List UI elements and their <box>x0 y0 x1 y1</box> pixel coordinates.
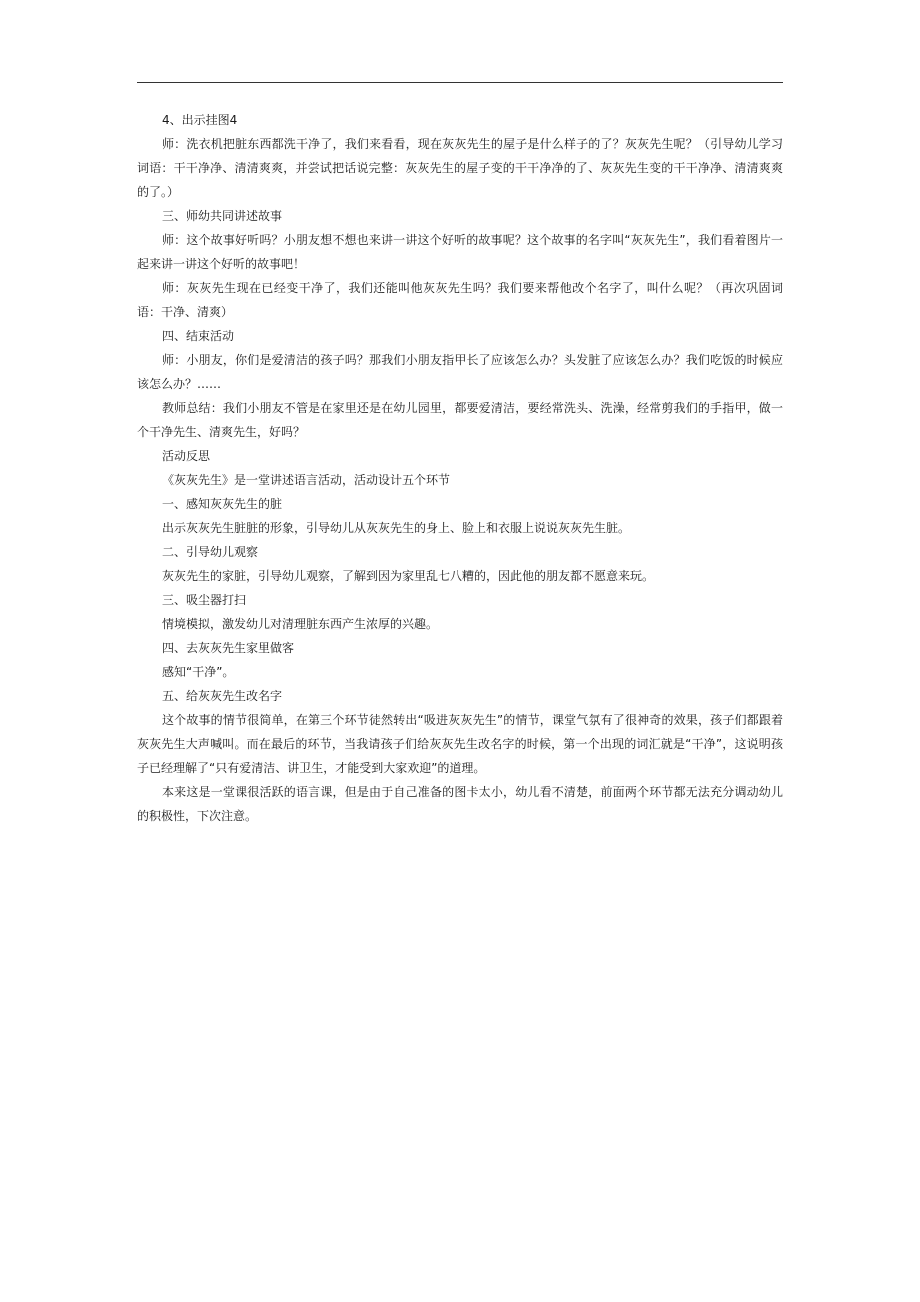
section-heading-retell: 三、师幼共同讲述故事 <box>162 209 283 223</box>
stage-1-heading: 一、感知灰灰先生的脏 <box>162 497 283 511</box>
teacher-line-story: 师：这个故事好听吗？小朋友想不想也来讲一讲这个好听的故事呢？这个故事的名字叫“灰灰先生”，我们看着图片一起来讲一讲这个好听的故事吧！ <box>137 233 783 271</box>
stage-1-text: 出示灰灰先生脏脏的形象，引导幼儿从灰灰先生的身上、脸上和衣服上说说灰灰先生脏。 <box>162 521 631 535</box>
teacher-line-washing-machine: 师：洗衣机把脏东西都洗干净了，我们来看看，现在灰灰先生的屋子是什么样子的了？灰灰先生呢？（引导幼儿学习词语：干干净净、清清爽爽，并尝试把话说完整：灰灰先生的屋子变的干干净净的了、灰灰先生变的干干净净、清清爽爽的了。） <box>137 137 783 199</box>
stage-2-text: 灰灰先生的家脏，引导幼儿观察，了解到因为家里乱七八糟的，因此他的朋友都不愿意来玩。 <box>162 569 655 583</box>
stage-3-text: 情境模拟，激发幼儿对清理脏东西产生浓厚的兴趣。 <box>162 617 439 631</box>
reflection-heading: 活动反思 <box>162 449 211 463</box>
stage-2-heading: 二、引导幼儿观察 <box>162 545 259 559</box>
stage-5-heading: 五、给灰灰先生改名字 <box>162 689 283 703</box>
stage-4-text: 感知“干净”。 <box>162 665 235 679</box>
reflection-story-paragraph: 这个故事的情节很简单，在第三个环节徒然转出“吸进灰灰先生”的情节，课堂气氛有了很神奇的效果，孩子们都跟着灰灰先生大声喊叫。而在最后的环节，当我请孩子们给灰灰先生改名字的时候，第一个出现的词汇就是“干净”，这说明孩子已经理解了“只有爱清洁、讲卫生，才能受到大家欢迎”的道理。 <box>137 713 783 775</box>
document-body <box>137 108 783 828</box>
teacher-summary: 教师总结：我们小朋友不管是在家里还是在幼儿园里，都要爱清洁，要经常洗头、洗澡，经常剪我们的手指甲，做一个干净先生、清爽先生，好吗？ <box>137 401 783 439</box>
stage-3-heading: 三、吸尘器打扫 <box>162 593 247 607</box>
stage-4-heading: 四、去灰灰先生家里做客 <box>162 641 295 655</box>
reflection-intro: 《灰灰先生》是一堂讲述语言活动，活动设计五个环节 <box>162 473 451 487</box>
section-heading-end: 四、结束活动 <box>162 329 235 343</box>
step-heading-hang-picture: 4、出示挂图4 <box>162 113 238 127</box>
teacher-line-rename: 师：灰灰先生现在已经变干净了，我们还能叫他灰灰先生吗？我们要来帮他改个名字了，叫什么呢？（再次巩固词语：干净、清爽） <box>137 281 783 319</box>
header-rule <box>137 82 783 83</box>
teacher-line-clean-kids: 师：小朋友，你们是爱清洁的孩子吗？那我们小朋友指甲长了应该怎么办？头发脏了应该怎么办？我们吃饭的时候应该怎么办？…… <box>137 353 783 391</box>
reflection-closing-paragraph: 本来这是一堂课很活跃的语言课，但是由于自己准备的图卡太小，幼儿看不清楚，前面两个环节都无法充分调动幼儿的积极性，下次注意。 <box>137 785 783 823</box>
